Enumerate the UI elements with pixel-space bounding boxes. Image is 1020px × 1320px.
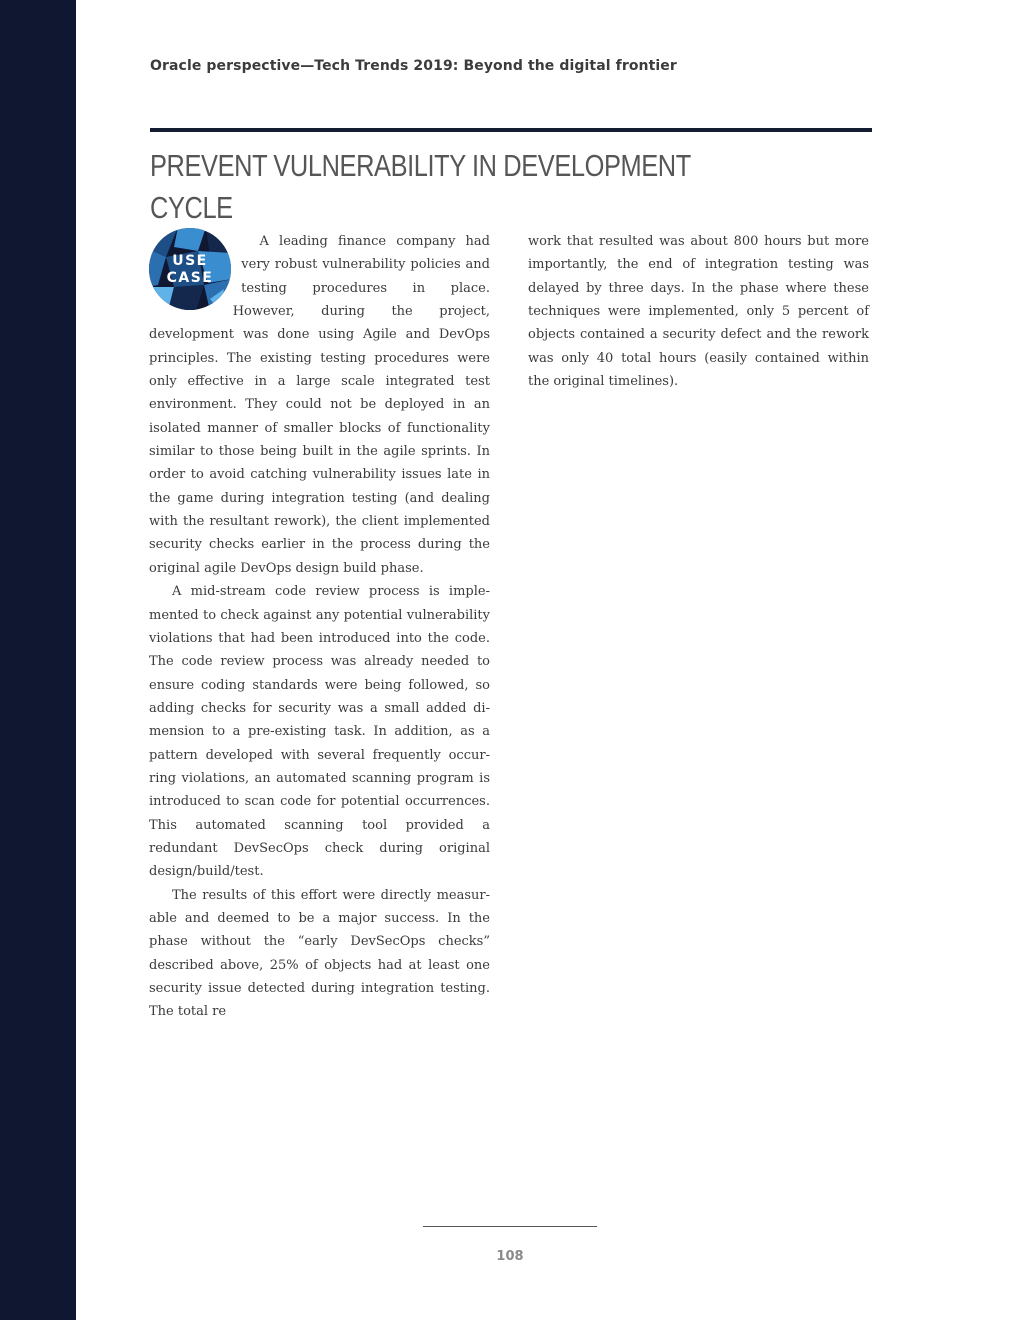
body-paragraph-3a: The results of this effort were directly measurable and deemed to be a major success. In the phase without the “early DevSecOps checks” described above, 25% of objects had at least one security issue detected during integration testing. The total re bbox=[149, 887, 490, 1020]
body-paragraph-1: A leading finance company had very robust vulnerability policies and testing procedures in place. However, during the project, development was done using Agile and DevOps principles. The existing testing procedures were only effective in a large scale integrated test environment. They could not be deployed in an isolated manner of smaller blocks of functionality similar to those being built in the agile sprints. In order to avoid catching vulnerability issues late in the game during integration testing (and dealing with the resultant rework), the client implemented security checks earlier in the process during the original agile DevOps design build phase. bbox=[149, 234, 490, 576]
body-column-right bbox=[528, 230, 869, 393]
body-paragraph-2: A mid-stream code review process is implemented to check against any potential vulnerability violations that had been introduced into the code. The code review process was already needed to ensure coding standards were being followed, so adding checks for security was a small added dimension to a pre-existing task. In addition, as a pattern developed with several frequently occurring violations, an automated scanning program is introduced to scan code for potential occurrences. This automated scanning tool provided a redundant DevSecOps check during original design/build/test. bbox=[149, 584, 490, 880]
title-rule bbox=[150, 128, 872, 132]
page-number: 108 bbox=[496, 1249, 524, 1264]
running-head: Oracle perspective—Tech Trends 2019: Beyond the digital frontier bbox=[150, 58, 677, 74]
body-paragraph-3b: work that resulted was about 800 hours but more importantly, the end of integration testing was delayed by three days. In the phase where these techniques were implemented, only 5 percent of objects contained a security defect and the rework was only 40 total hours (easily contained within the original timelines). bbox=[528, 234, 869, 390]
section-title: PREVENT VULNERABILITY IN DEVELOPMENT CYCLE bbox=[150, 148, 691, 225]
badge-line1: USE bbox=[172, 253, 208, 269]
side-color-bar bbox=[0, 0, 76, 1320]
use-case-badge bbox=[148, 227, 232, 311]
use-case-badge-icon bbox=[148, 227, 232, 311]
footer-rule bbox=[423, 1226, 597, 1227]
body-column-left bbox=[149, 230, 490, 1024]
badge-line2: CASE bbox=[166, 270, 214, 286]
